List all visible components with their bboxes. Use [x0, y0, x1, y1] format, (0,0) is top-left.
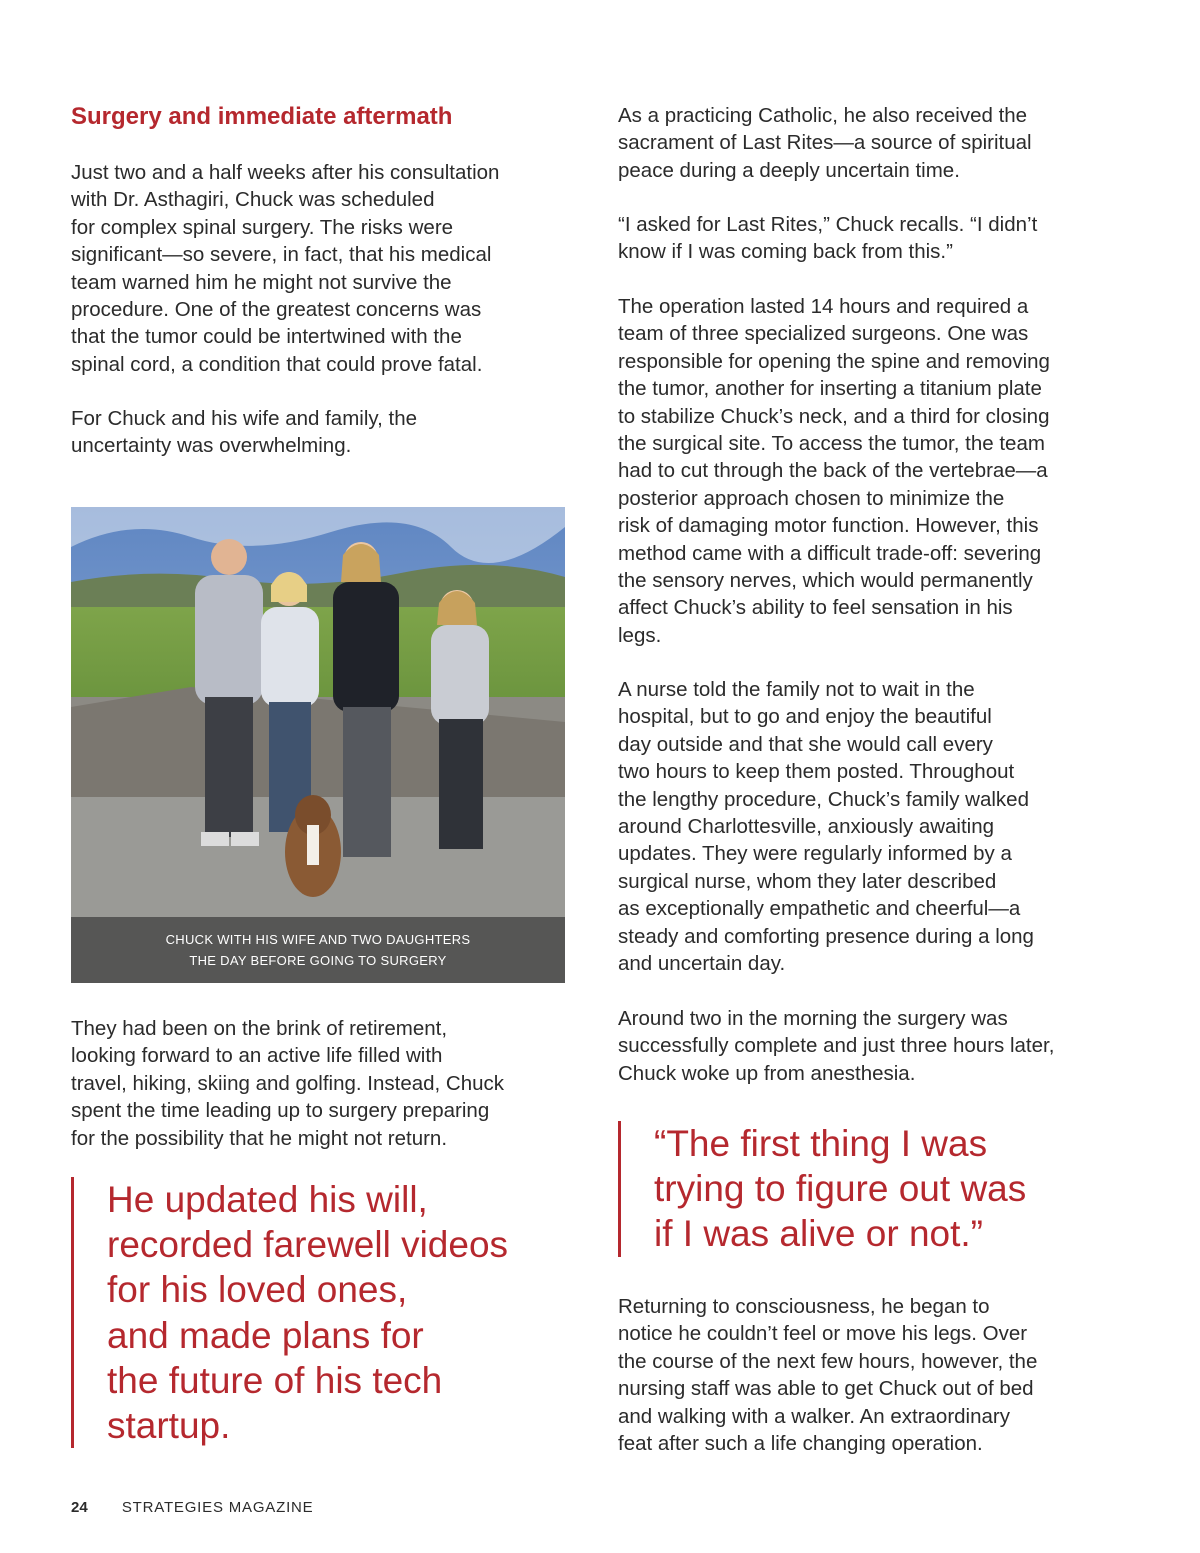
text-line: For Chuck and his wife and family, the — [71, 407, 417, 430]
text-line: peace during a deeply uncertain time. — [618, 158, 960, 182]
text-line: around Charlottesville, anxiously awaiting — [618, 815, 995, 839]
caption-line: THE DAY BEFORE GOING TO SURGERY — [189, 953, 447, 968]
person-daughter — [431, 590, 489, 849]
quote-line: for his loved ones, — [107, 1269, 408, 1311]
magazine-name: STRATEGIES MAGAZINE — [121, 1499, 314, 1516]
text-line: the surgical site. To access the tumor, the team — [618, 432, 1045, 456]
caption-line: CHUCK WITH HIS WIFE AND TWO DAUGHTERS — [165, 932, 471, 947]
quote-line: recorded farewell videos — [107, 1224, 509, 1266]
text-line: know if I was coming back from this.” — [618, 240, 953, 264]
text-line: Returning to consciousness, he began to — [618, 1295, 990, 1318]
text-line: The operation lasted 14 hours and required a — [618, 295, 1029, 318]
right-paragraph-3 — [618, 293, 1050, 649]
text-line: nursing staff was able to get Chuck out of bed — [618, 1377, 1034, 1401]
text-line: affect Chuck’s ability to feel sensation in his — [618, 596, 1013, 620]
text-line: the tumor, another for inserting a titanium plate — [618, 377, 1042, 401]
text-line: sacrament of Last Rites—a source of spiritual — [618, 131, 1032, 155]
text-line: for the possibility that he might not return. — [71, 1126, 448, 1150]
text-line: notice he couldn’t feel or move his legs. Over — [618, 1322, 1028, 1346]
text-line: team warned him he might not survive the — [71, 270, 452, 294]
right-paragraph-5 — [618, 1005, 1054, 1087]
text-line: hospital, but to go and enjoy the beautiful — [618, 705, 992, 729]
text-line: procedure. One of the greatest concerns was — [71, 298, 482, 322]
text-line: A nurse told the family not to wait in the — [618, 678, 975, 701]
pull-quote-left — [71, 1177, 577, 1448]
text-line: responsible for opening the spine and removing — [618, 349, 1050, 373]
text-line: Just two and a half weeks after his consultation — [71, 161, 500, 184]
text-line: method came with a difficult trade-off: severing — [618, 541, 1042, 565]
left-paragraph-2 — [71, 405, 417, 460]
text-line: spinal cord, a condition that could prove fatal. — [71, 352, 483, 376]
quote-line: if I was alive or not.” — [654, 1213, 984, 1255]
text-line: to stabilize Chuck’s neck, and a third for closing — [618, 404, 1050, 428]
text-line: that the tumor could be intertwined with the — [71, 325, 462, 349]
text-line: uncertainty was overwhelming. — [71, 434, 352, 458]
text-line: day outside and that she would call every — [618, 732, 993, 756]
page-number: 24 — [71, 1499, 88, 1516]
text-line: steady and comforting presence during a long — [618, 924, 1034, 948]
family-photo-illustration — [71, 507, 565, 983]
text-line: spent the time leading up to surgery preparing — [71, 1099, 490, 1123]
text-line: They had been on the brink of retirement, — [71, 1017, 448, 1040]
text-line: successfully complete and just three hours later, — [618, 1034, 1055, 1058]
right-paragraph-2 — [618, 211, 1037, 266]
text-line: team of three specialized surgeons. One was — [618, 322, 1029, 346]
text-line: for complex spinal surgery. The risks were — [71, 215, 454, 239]
quote-line: startup. — [107, 1405, 231, 1447]
page-footer — [71, 1499, 313, 1516]
text-line: feat after such a life changing operation. — [618, 1432, 983, 1456]
right-paragraph-6 — [618, 1293, 1037, 1457]
text-line: the course of the next few hours, however, the — [618, 1349, 1038, 1373]
text-line: two hours to keep them posted. Throughout — [618, 760, 1015, 784]
person-mom — [261, 572, 319, 832]
text-line: and walking with a walker. An extraordinary — [618, 1404, 1010, 1428]
text-line: posterior approach chosen to minimize the — [618, 486, 1005, 510]
text-line: risk of damaging motor function. However, this — [618, 514, 1039, 538]
quote-line: the future of his tech — [107, 1359, 443, 1401]
text-line: Chuck woke up from anesthesia. — [618, 1061, 916, 1085]
left-paragraph-3 — [71, 1015, 504, 1152]
text-line: As a practicing Catholic, he also received the — [618, 104, 1028, 127]
person-dad — [195, 539, 263, 846]
text-line: updates. They were regularly informed by a — [618, 842, 1012, 866]
right-paragraph-1 — [618, 102, 1032, 184]
text-line: legs. — [618, 623, 662, 647]
text-line: surgical nurse, whom they later described — [618, 869, 997, 893]
text-line: and uncertain day. — [618, 952, 786, 976]
quote-line: and made plans for — [107, 1314, 424, 1356]
pull-quote-right — [618, 1121, 1139, 1257]
text-line: significant—so severe, in fact, that his medical — [71, 243, 492, 267]
quote-line: trying to figure out was — [654, 1168, 1027, 1210]
right-paragraph-4 — [618, 676, 1034, 977]
text-line: the sensory nerves, which would permanently — [618, 569, 1033, 593]
text-line: the lengthy procedure, Chuck’s family walked — [618, 787, 1029, 811]
quote-line: He updated his will, — [107, 1179, 428, 1220]
section-heading: Surgery and immediate aftermath — [71, 103, 453, 130]
text-line: as exceptionally empathetic and cheerful—a — [618, 897, 1021, 921]
text-line: with Dr. Asthagiri, Chuck was scheduled — [71, 188, 435, 212]
text-line: Around two in the morning the surgery was — [618, 1007, 1008, 1030]
text-line: “I asked for Last Rites,” Chuck recalls. “I didn’t — [618, 213, 1038, 236]
left-paragraph-1 — [71, 159, 499, 378]
text-line: had to cut through the back of the vertebrae—a — [618, 459, 1048, 483]
photo-caption — [71, 917, 565, 983]
quote-line: “The first thing I was — [654, 1123, 988, 1164]
family-photo — [71, 507, 565, 983]
text-line: travel, hiking, skiing and golfing. Instead, Chuck — [71, 1071, 505, 1095]
text-line: looking forward to an active life filled with — [71, 1044, 443, 1068]
